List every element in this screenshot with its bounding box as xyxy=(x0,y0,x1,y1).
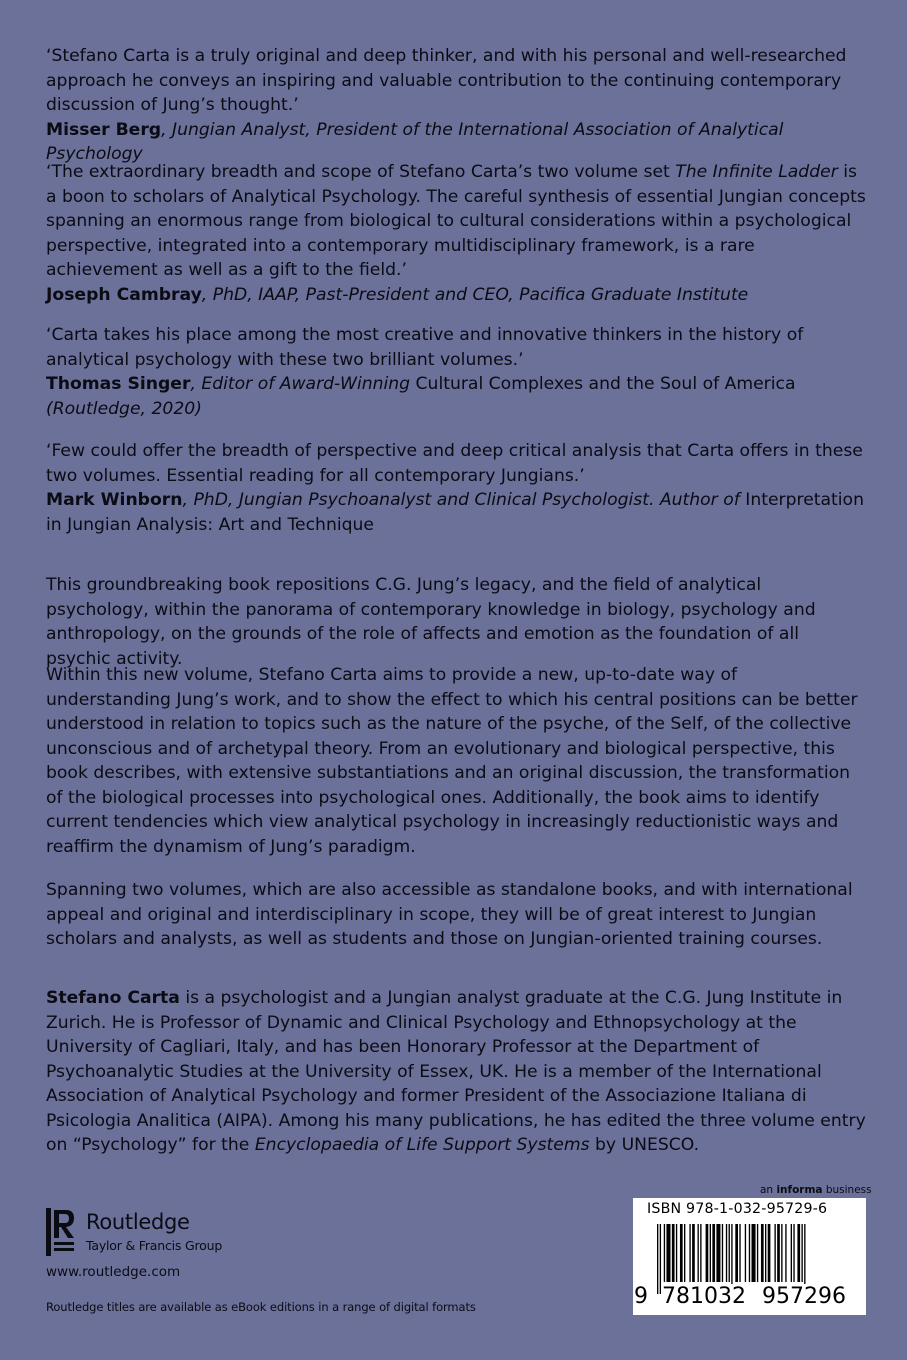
routledge-logo xyxy=(46,1208,226,1258)
barcode-bar xyxy=(712,1224,715,1282)
endorsement-credit xyxy=(46,372,866,421)
barcode-bar xyxy=(765,1224,766,1282)
description-paragraph-1 xyxy=(46,573,866,671)
barcode-bar xyxy=(657,1224,658,1294)
barcode-digit-lead: 9 xyxy=(634,1284,648,1309)
barcode-bar xyxy=(710,1224,711,1282)
book-title: The Infinite Ladder xyxy=(675,162,838,182)
endorser-name: Misser Berg xyxy=(46,119,162,140)
barcode-bar xyxy=(700,1224,701,1282)
barcode-bar xyxy=(752,1224,756,1282)
barcode-digits-group-1: 781032 xyxy=(662,1284,746,1309)
barcode-bar xyxy=(781,1224,782,1282)
description-text: Spanning two volumes, which are also accessible as standalone books, and with international appeal and original and interdisciplinary in scope, they will be of great interest to Jungian scholars and analysts, as well as students and those on Jungian-oriented training courses. xyxy=(46,880,853,949)
description-paragraph-2 xyxy=(46,663,866,859)
barcode-bar xyxy=(729,1224,730,1282)
endorser-affiliation: , PhD, Jungian Psychoanalyst and Clinical Psychologist. Author of xyxy=(182,490,746,510)
informa-brand: informa xyxy=(776,1184,823,1196)
barcode-bar xyxy=(749,1224,750,1282)
barcode-bar xyxy=(672,1224,675,1282)
barcode-bar xyxy=(768,1224,771,1282)
endorsement-quote: ‘Stefano Carta is a truly original and deep thinker, and with his personal and well-researched approach he conveys an inspiring and valuable contribution to the continuing contemporary discussion of Jung’s thought.’ xyxy=(46,46,847,115)
informa-tagline xyxy=(760,1184,872,1196)
barcode-bar xyxy=(777,1224,780,1282)
publisher-url[interactable]: www.routledge.com xyxy=(46,1264,181,1280)
endorsement-credit xyxy=(46,283,866,308)
informa-text: business xyxy=(822,1184,872,1196)
barcode-bar xyxy=(680,1224,683,1282)
barcode-bar xyxy=(757,1224,758,1282)
barcode-bar xyxy=(666,1224,670,1282)
endorsement-quote: ‘Carta takes his place among the most creative and innovative thinkers in the history of analytical psychology with these two brilliant volumes.’ xyxy=(46,325,804,370)
barcode-bar xyxy=(706,1224,709,1282)
barcode-bar xyxy=(801,1224,802,1282)
barcode-digits-group-2: 957296 xyxy=(762,1284,846,1309)
author-bio xyxy=(46,986,866,1158)
author-bio-text xyxy=(46,986,866,1158)
endorsement-4 xyxy=(46,439,866,537)
barcode-bar xyxy=(761,1224,764,1282)
barcode-bar xyxy=(664,1224,665,1282)
cited-title: Interpretation in Jungian Analysis: Art and Technique xyxy=(46,490,864,535)
endorser-name: Mark Winborn xyxy=(46,490,183,510)
barcode-bar xyxy=(735,1224,738,1282)
barcode-bar xyxy=(791,1224,792,1282)
barcode-bar xyxy=(692,1224,695,1282)
barcode-bar xyxy=(739,1224,740,1282)
barcode-bar xyxy=(684,1224,685,1282)
barcode-bar xyxy=(689,1224,690,1282)
barcode-bar xyxy=(698,1224,699,1282)
endorsement-1 xyxy=(46,44,866,167)
cited-publisher: (Routledge, 2020) xyxy=(46,398,202,419)
routledge-mark-icon xyxy=(46,1208,76,1256)
endorsement-2 xyxy=(46,160,866,307)
barcode-bar xyxy=(726,1224,727,1282)
barcode-bar xyxy=(722,1224,723,1282)
barcode-bar xyxy=(774,1224,775,1282)
barcode-bar xyxy=(793,1224,794,1282)
description-text: Within this new volume, Stefano Carta aims to provide a new, up-to-date way of understanding Jung’s work, and to show the effect to which his central positions can be better understood in relation to topics such as the nature of the psyche, of the Self, of the collective unconscious and of archetypal theory. From an evolutionary and biological perspective, this book describes, with extensive substantiations and an original discussion, the transformation of the biological processes into psychological ones. Additionally, the book aims to identify current tendencies which view analytical psychology in increasingly reductionistic ways and reaffirm the dynamism of Jung’s paradigm. xyxy=(46,665,858,857)
barcode-bar xyxy=(785,1224,786,1282)
endorsement-quote: ‘Few could offer the breadth of perspective and deep critical analysis that Carta offers in these two volumes. Essential reading for all contemporary Jungians.’ xyxy=(46,441,863,486)
quote-text: ‘The extraordinary breadth and scope of Stefano Carta’s two volume set xyxy=(46,162,676,182)
quote-text: is a boon to scholars of Analytical Psychology. The careful synthesis of essential Jungian concepts spanning an enormous range from biological to cultural considerations within a psychological perspective, integrated into a contemporary multidisciplinary framework, is a rare achievement as well as a gift to the field.’ xyxy=(46,162,866,280)
isbn-label: ISBN 978-1-032-95729-6 xyxy=(647,1201,828,1217)
bio-text: is a psychologist and a Jungian analyst graduate at the C.G. Jung Institute in Zurich. He is Professor of Dynamic and Clinical Psychology and Ethnopsychology at the University of Cagliari, Italy, and has been Honorary Professor at the Department of Psychoanalytic Studies at the University of Essex, UK. He is a member of the International Association of Analytical Psychology and former President of the Associazione Italiana di Psicologia Analitica (AIPA). Among his many publications, he has edited the three volume entry on “Psychology” for the xyxy=(46,988,866,1155)
publisher-name: Routledge xyxy=(86,1210,190,1234)
endorsement-credit xyxy=(46,488,866,537)
endorser-name: Thomas Singer xyxy=(46,374,191,394)
endorser-affiliation: , Jungian Analyst, President of the International Association of Analytical Psychology xyxy=(46,119,784,164)
description-text: This groundbreaking book repositions C.G. Jung’s legacy, and the field of analytical psychology, within the panorama of contemporary knowledge in biology, psychology and anthropology, on the grounds of the role of affects and emotion as the foundation of all psychic activity. xyxy=(46,575,816,669)
endorser-affiliation: , Editor of Award-Winning xyxy=(190,374,416,394)
bio-text: by UNESCO. xyxy=(589,1135,700,1155)
endorser-affiliation: , PhD, IAAP, Past-President and CEO, Pacifica Graduate Institute xyxy=(201,284,749,305)
isbn-barcode xyxy=(633,1198,866,1315)
endorser-name: Joseph Cambray xyxy=(46,284,202,305)
barcode-bar xyxy=(745,1224,746,1282)
publisher-group: Taylor & Francis Group xyxy=(86,1238,223,1253)
author-name: Stefano Carta xyxy=(46,988,180,1008)
bio-cited-title: Encyclopaedia of Life Support Systems xyxy=(254,1135,590,1155)
barcode-bar xyxy=(676,1224,677,1282)
barcode-bar xyxy=(797,1224,800,1282)
description-paragraph-3 xyxy=(46,878,866,952)
ebook-note: Routledge titles are available as eBook editions in a range of digital formats xyxy=(46,1300,476,1314)
informa-text: an xyxy=(760,1184,777,1196)
endorsement-3 xyxy=(46,323,866,421)
barcode-bar xyxy=(716,1224,720,1282)
endorsement-quote xyxy=(46,160,866,283)
cited-title: Cultural Complexes and the Soul of America xyxy=(415,374,796,394)
